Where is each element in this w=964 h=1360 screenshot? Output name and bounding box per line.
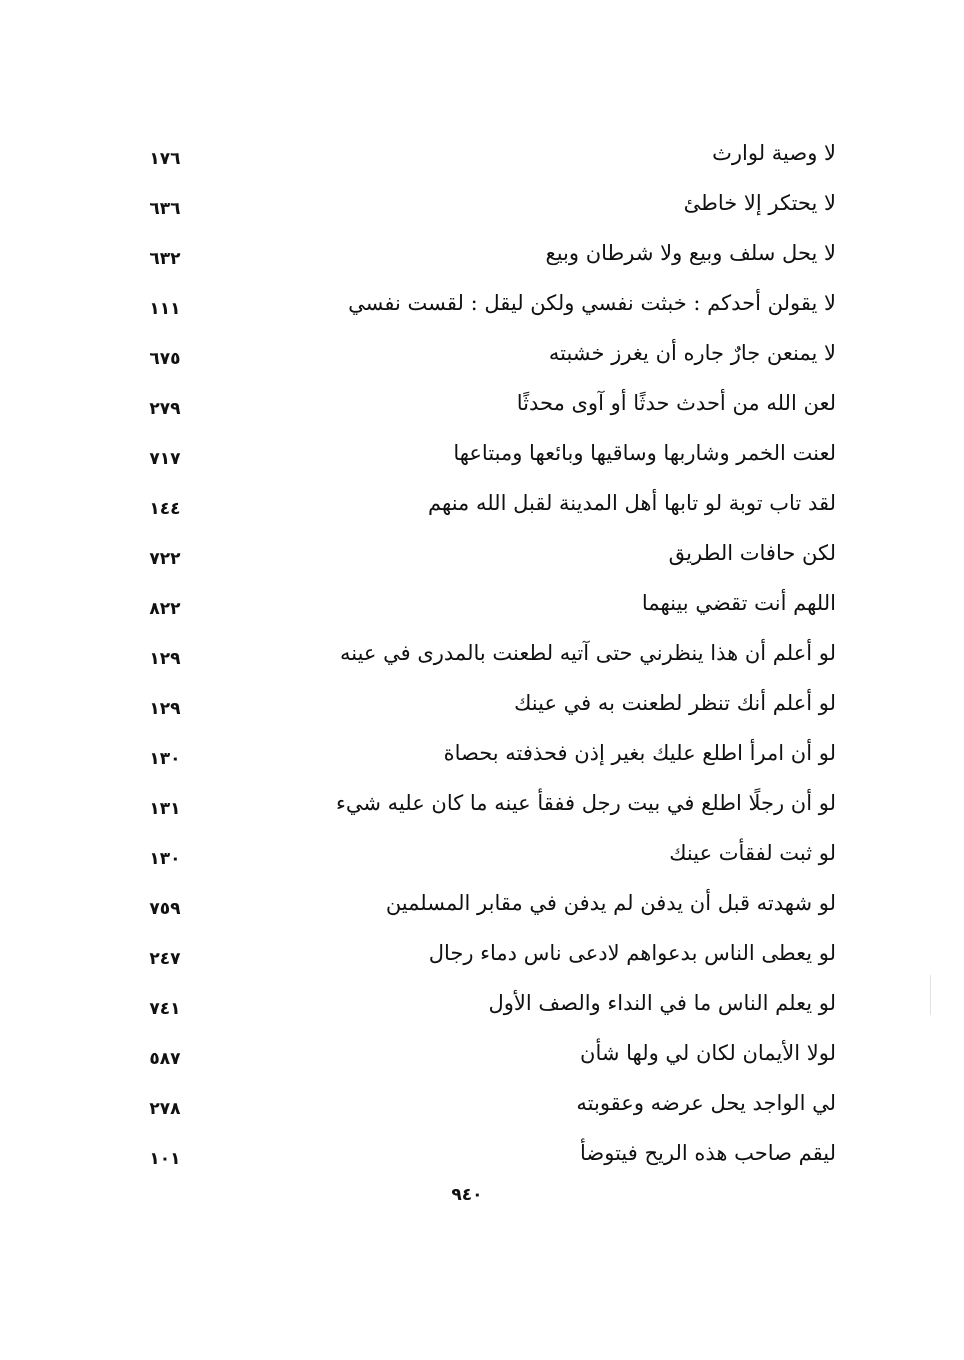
hadith-text: لا يحتكر إلا خاطئ bbox=[683, 191, 836, 215]
page-reference: ٨٢٢ bbox=[149, 599, 181, 619]
index-entry bbox=[130, 1078, 840, 1128]
page-reference: ٦٣٦ bbox=[149, 199, 181, 219]
hadith-text: اللهم أنت تقضي بينهما bbox=[641, 591, 836, 615]
index-entry bbox=[130, 378, 840, 428]
page-reference: ١٣٠ bbox=[149, 849, 181, 869]
scan-margin-mark bbox=[930, 975, 931, 1015]
page-reference: ٦٧٥ bbox=[149, 349, 181, 369]
hadith-text: لو أن رجلًا اطلع في بيت رجل ففقأ عينه ما كان عليه شيء bbox=[336, 791, 836, 815]
index-entry bbox=[130, 828, 840, 878]
hadith-text: لو أعلم أنك تنظر لطعنت به في عينك bbox=[514, 691, 836, 715]
hadith-text: لو يعلم الناس ما في النداء والصف الأول bbox=[488, 991, 836, 1015]
hadith-text: لقد تاب توبة لو تابها أهل المدينة لقبل الله منهم bbox=[428, 491, 836, 515]
page-number: ٩٤٠ bbox=[451, 1185, 483, 1205]
hadith-text: ليقم صاحب هذه الريح فيتوضأ bbox=[580, 1141, 836, 1165]
hadith-text: لو أعلم أن هذا ينظرني حتى آتيه لطعنت بالمدرى في عينه bbox=[339, 641, 836, 665]
hadith-index-list bbox=[130, 128, 840, 1178]
index-entry bbox=[130, 1028, 840, 1078]
hadith-text: لولا الأيمان لكان لي ولها شأن bbox=[580, 1041, 836, 1065]
page-reference: ٧١٧ bbox=[149, 449, 181, 469]
index-entry bbox=[130, 578, 840, 628]
index-entry bbox=[130, 778, 840, 828]
page-reference: ٧٢٢ bbox=[149, 549, 181, 569]
hadith-text: لو شهدته قبل أن يدفن لم يدفن في مقابر المسلمين bbox=[385, 891, 836, 915]
page-reference: ١٠١ bbox=[149, 1149, 181, 1169]
index-entry bbox=[130, 128, 840, 178]
hadith-text: لا يمنعن جارٌ جاره أن يغرز خشبته bbox=[548, 341, 836, 365]
index-entry bbox=[130, 278, 840, 328]
index-entry bbox=[130, 928, 840, 978]
index-entry bbox=[130, 428, 840, 478]
page-reference: ١٣٠ bbox=[149, 749, 181, 769]
hadith-text: لعن الله من أحدث حدثًا أو آوى محدثًا bbox=[516, 391, 836, 415]
index-entry bbox=[130, 228, 840, 278]
page-reference: ١٢٩ bbox=[149, 649, 181, 669]
hadith-text: لا وصية لوارث bbox=[712, 141, 836, 165]
hadith-text: لا يقولن أحدكم : خبثت نفسي ولكن ليقل : لقست نفسي bbox=[348, 291, 836, 315]
hadith-text: لو أن امرأ اطلع عليك بغير إذن فحذفته بحصاة bbox=[443, 741, 836, 765]
index-entry bbox=[130, 728, 840, 778]
hadith-text: لو يعطى الناس بدعواهم لادعى ناس دماء رجال bbox=[428, 941, 836, 965]
hadith-text: لا يحل سلف وبيع ولا شرطان وبيع bbox=[545, 241, 836, 265]
index-entry bbox=[130, 628, 840, 678]
page-reference: ١٣١ bbox=[149, 799, 181, 819]
hadith-text: لعنت الخمر وشاربها وساقيها وبائعها ومبتاعها bbox=[453, 441, 836, 465]
page-reference: ٦٣٢ bbox=[149, 249, 181, 269]
index-entry bbox=[130, 328, 840, 378]
page-reference: ٧٥٩ bbox=[149, 899, 181, 919]
page-reference: ٢٤٧ bbox=[149, 949, 181, 969]
index-entry bbox=[130, 678, 840, 728]
hadith-text: لكن حافات الطريق bbox=[668, 541, 836, 565]
page-reference: ٧٤١ bbox=[149, 999, 181, 1019]
index-entry bbox=[130, 978, 840, 1028]
page-reference: ١١١ bbox=[149, 299, 181, 319]
page-reference: ٥٨٧ bbox=[149, 1049, 181, 1069]
page-reference: ١٧٦ bbox=[149, 149, 181, 169]
page-reference: ٢٧٨ bbox=[149, 1099, 181, 1119]
index-entry bbox=[130, 178, 840, 228]
hadith-text: لو ثبت لفقأت عينك bbox=[669, 841, 836, 865]
page-reference: ١٤٤ bbox=[149, 499, 181, 519]
index-entry bbox=[130, 478, 840, 528]
index-entry bbox=[130, 528, 840, 578]
page-reference: ٢٧٩ bbox=[149, 399, 181, 419]
hadith-text: لي الواجد يحل عرضه وعقوبته bbox=[576, 1091, 836, 1115]
index-entry bbox=[130, 878, 840, 928]
page-reference: ١٢٩ bbox=[149, 699, 181, 719]
index-entry bbox=[130, 1128, 840, 1178]
